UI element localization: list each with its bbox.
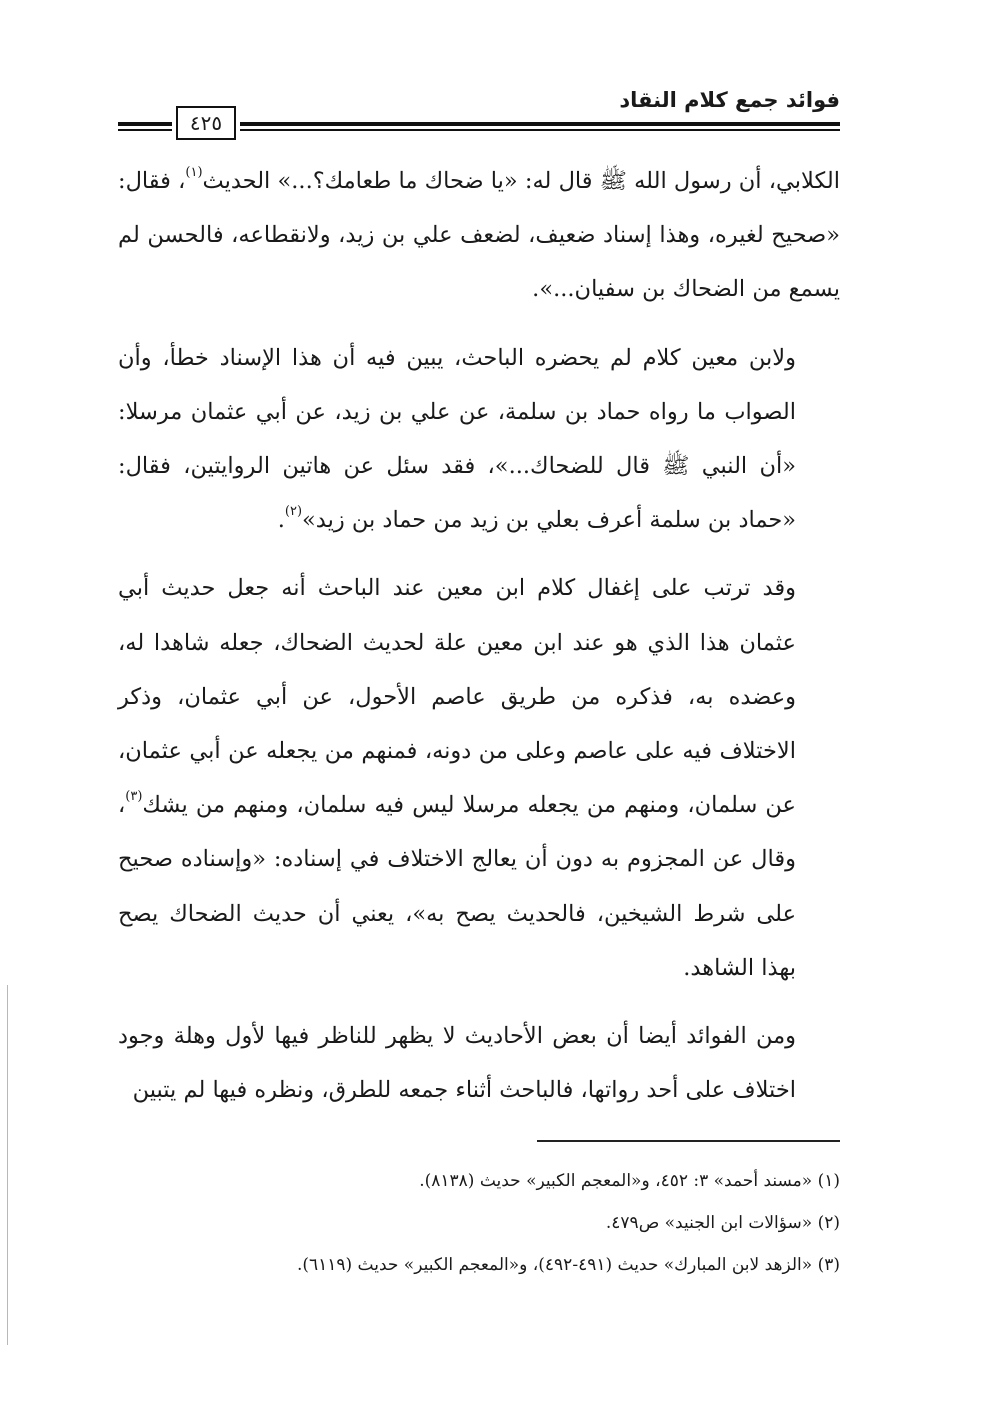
paragraph-3: وقد ترتب على إغفال كلام ابن معين عند الباحث أنه جعل حديث أبي عثمان هذا الذي هو عند ابن معين علة لحديث الضحاك، جعله شاهدا له، وعضده به، فذكره من طريق عاصم الأحول، عن أبي عثمان، وذكر الاختلاف فيه على عاصم وعلى من دونه، فمنهم من يجعله عن أبي عثمان، عن سلمان، ومنهم من يجعله مرسلا ليس فيه سلمان، ومنهم من يشك$^{(٣)}$، وقال عن المجزوم به دون أن يعالج الاختلاف في إسناده: «وإسناده صحيح على شرط الشيخين، فالحديث يصح به»، يعني أن حديث الضحاك يصح بهذا الشاهد. [118, 575, 796, 981]
footnote-ref-1: (١) [185, 164, 203, 180]
header-rule-thick [240, 122, 840, 126]
header-rule-thin [240, 129, 840, 131]
paragraph-1: الكلابي، أن رسول الله ﷺ قال له: «يا ضحاك ما طعامك؟...» الحديث$^{(١)}$، فقال: «صحيح لغيره، وهذا إسناد ضعيف، لضعف علي بن زيد، ولانقطاعه، فالحسن لم يسمع من الضحاك بن سفيان...». [118, 164, 840, 303]
footnote-3: (٣) «الزهد لابن المبارك» حديث (٤٩١-٤٩٢)، و«المعجم الكبير» حديث (٦١١٩). [296, 1255, 840, 1275]
paragraph-2: ولابن معين كلام لم يحضره الباحث، يبين فيه أن هذا الإسناد خطأ، وأن الصواب ما رواه حماد بن سلمة، عن علي بن زيد، عن أبي عثمان مرسلا: «أن النبي ﷺ قال للضحاك...»، فقد سئل عن هاتين الروايتين، فقال: «حماد بن سلمة أعرف بعلي بن زيد من حماد بن زيد»$^{(٢)}$. [118, 344, 796, 534]
footnotes [118, 1160, 840, 1286]
page-number: ٤٢٥ [176, 106, 236, 140]
header-rule-left-thin [118, 129, 172, 131]
page-edge-line [7, 985, 8, 1345]
footnote-separator [537, 1140, 840, 1142]
paragraph-4: ومن الفوائد أيضا أن بعض الأحاديث لا يظهر للناظر فيها لأول وهلة وجود اختلاف على أحد رواتها، فالباحث أثناء جمعه للطرق، ونظره فيها لم يتبين [118, 1023, 796, 1104]
main-text [118, 154, 840, 1117]
header-rule-left-thick [118, 122, 172, 126]
footnote-ref-2: (٢) [284, 503, 303, 519]
footnote-2: (٢) «سؤالات ابن الجنيد» ص٤٧٩. [605, 1213, 840, 1233]
running-title: فوائد جمع كلام النقاد [619, 88, 840, 112]
footnote-1: (١) «مسند أحمد» ٣: ٤٥٢، و«المعجم الكبير» حديث (٨١٣٨). [419, 1171, 840, 1191]
page-header [118, 84, 840, 148]
footnote-ref-3: (٣) [125, 788, 143, 804]
